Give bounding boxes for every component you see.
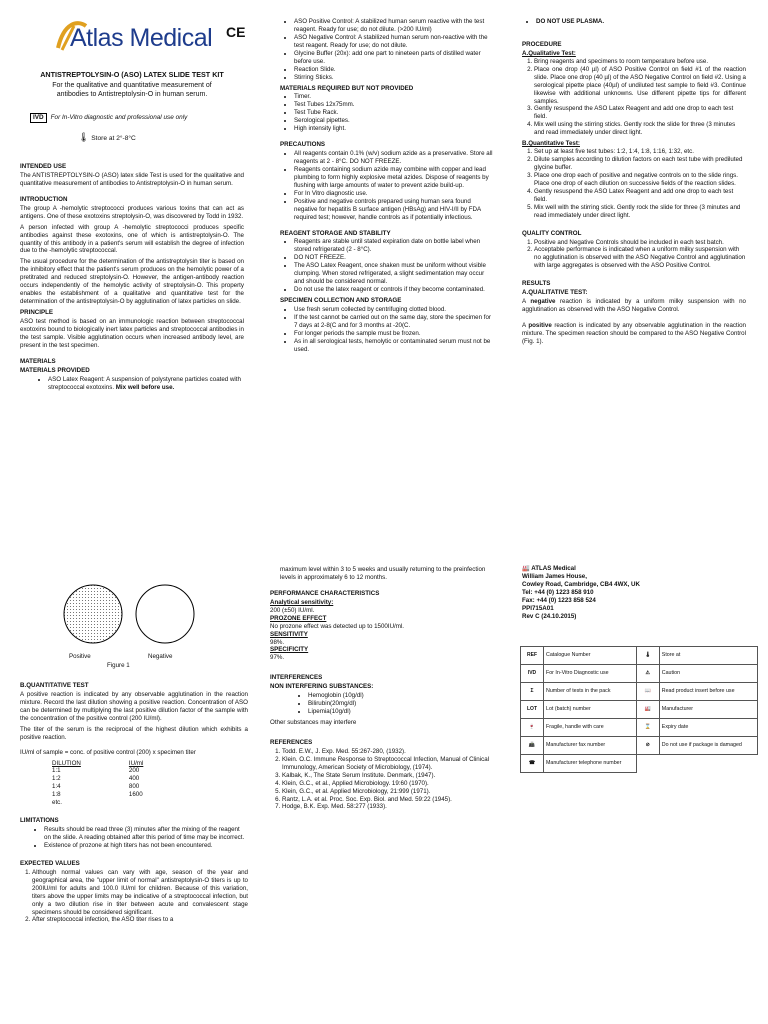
list-item: 5. Klein, G.C., et al. Applied Microbiology, 21:999 (1971). (282, 788, 490, 796)
table-row: 📠 Manufacturer fax number ⊘ Do not use if package is damaged (521, 737, 758, 755)
list-item: • For In Vitro diagnostic use. (294, 190, 494, 198)
interference-note: Other substances may interfere (270, 719, 357, 726)
introduction-para: A person infected with group A -hemolytic streptococci produces specific antibodies against these exotoxins, one of which is antistreptolysin-O. The quantity of this antibody in a patient's serum will establish the degree of infection due to the -hemolytic streptococcal. (20, 223, 244, 255)
procedure-heading: PROCEDURE (522, 40, 562, 48)
list-item: • Reagents containing sodium azide may combine with copper and lead plumbing to form highly explosive metal azides. Dispose of reagents by flushing with large amounts of water to prevent azide build-up. (294, 166, 494, 190)
analytical-sensitivity-heading: Analytical sensitivity: (270, 598, 334, 606)
sigma-icon: Σ (521, 683, 544, 701)
results-heading: RESULTS (522, 280, 551, 288)
ref-icon: REF (521, 647, 544, 665)
list-item: • Glycine Buffer (20x): add one part to nineteen parts of distilled water before use. (294, 50, 494, 66)
ivd-line (30, 113, 187, 123)
list-item: 3. Gently resuspend the ASO Latex Reagent and add one drop to each test field. (534, 105, 746, 121)
address-line: Fax: +44 (0) 1223 858 524 (522, 596, 596, 604)
references-heading: REFERENCES (270, 738, 313, 746)
positive-circle (64, 585, 122, 643)
list-item: 4. Klein, G.C., et al., Applied Microbiology. 19:60 (1970). (282, 780, 490, 788)
list-item: 4. Mix well using the stirring sticks. Gently rock the slide for three (3 minutes and read immediately under direct light. (534, 121, 746, 137)
introduction-para: The group A -hemolytic streptococci produces various toxins that can act as antigens. One of these exotoxins streptolysin-O, was discovered by Todd in 1932. (20, 204, 244, 220)
list-item: • Lipemia(10g/dl) (308, 708, 490, 716)
specificity-heading: SPECIFICITY (270, 646, 309, 654)
sensitivity-heading: SENSITIVITY (270, 630, 308, 638)
table-row: REF Catalogue Number 🌡 Store at (521, 647, 758, 665)
table-row: etc. (52, 799, 62, 807)
list-item: • Existence of prozone at high titers has not been encountered. (44, 842, 248, 850)
intended-use-heading: INTENDED USE (20, 163, 67, 170)
list-item: 4. Gently resuspend the ASO Latex Reagent and add one drop to each test field. (534, 188, 746, 204)
document-subtitle: For the qualitative and quantitative measurement of antibodies to Antistreptolysin-O in human serum. (52, 82, 212, 98)
table-row: 1:8 1600 (52, 791, 143, 799)
expected-continued: maximum level within 3 to 5 weeks and usually returning to the preinfection levels in approximately 6 to 12 months. (280, 566, 486, 581)
address-line: William James House, (522, 572, 587, 580)
list-item: • Test Tubes 12x75mm. (294, 101, 494, 109)
ivd-icon: IVD (521, 665, 544, 683)
negative-circle (136, 585, 194, 643)
address-line: Rev C (24.10.2015) (522, 612, 577, 620)
list-item: 1. Positive and Negative Controls should be included in each test batch. (534, 239, 746, 247)
table-row: ☎ Manufacturer telephone number (521, 755, 758, 773)
list-item: 1. Set up at least five test tubes: 1:2, 1:4, 1:8, 1:16, 1:32, etc. (534, 148, 746, 156)
list-item: 1. Todd. E.W., J. Exp. Med. 55:267-280, (1932). (282, 748, 490, 756)
introduction-para: The usual procedure for the determination of the antistreptolysin titer is based on the inhibitory effect that the patient's serum produces on the hemolytic power of a pretitrated and reduced streptolysin-O. However, the antigen-antibody reaction occurs independently of the hemolytic activity of streptolysin-O. This property enables the establishment of a qualitative and quantitative test for the determination of the antistreptolysin-O by agglutination of latex particles on slide. (20, 258, 244, 306)
precautions-heading: PRECAUTIONS (280, 141, 326, 149)
company-name: ATLAS Medical (531, 565, 576, 572)
manufacturer-address (522, 565, 746, 621)
sensitivity-value: 98%. (270, 638, 285, 646)
table-row: 1:4 800 (52, 783, 140, 791)
list-item: • All reagents contain 0.1% (w/v) sodium azide as a preservative. Store all reagents at 2 - 8°C. DO NOT FREEZE. (294, 150, 494, 166)
prozone-value: No prozone effect was detected up to 1500IU/ml. (270, 622, 405, 630)
address-line: PPI715A01 (522, 604, 554, 612)
list-item: • Timer. (294, 93, 494, 101)
list-item: • DO NOT FREEZE. (294, 254, 494, 262)
table-row: 🍷 Fragile, handle with care ⌛ Expiry date (521, 719, 758, 737)
list-item: 5. Mix well with the stirring stick. Gently rock the slide for three (3 minutes and read immediately under direct light. (534, 204, 746, 220)
list-item: 1. Bring reagents and specimens to room temperature before use. (534, 58, 746, 66)
figure-positive-label: Positive (69, 653, 91, 660)
table-row: LOT Lot (batch) number 🏭 Manufacturer (521, 701, 758, 719)
document-title: ANTISTREPTOLYSIN-O (ASO) LATEX SLIDE TEST KIT (40, 70, 224, 79)
performance-heading: PERFORMANCE CHARACTERISTICS (270, 589, 380, 597)
introduction-heading: INTRODUCTION (20, 195, 68, 203)
list-item: • Bilirubin(20mg/dl) (308, 700, 490, 708)
figure-negative-label: Negative (148, 653, 173, 660)
analytical-sensitivity-value: 200 (±50) IU/ml. (270, 606, 315, 614)
non-interfering-heading: NON INTERFERING SUBSTANCES: (270, 683, 374, 691)
factory-icon: 🏭 (522, 565, 530, 572)
list-item: 2. Place one drop (40 µl) of ASO Positive Control on field #1 of the reaction slide. Place one drop (40 µl) of the ASO Negative Control on field #2. Using a serological pipette place (40µl) of undiluted test sample to field #3. Continue likewise with additional unknowns. Use different pipette tips for different samples. (534, 66, 746, 106)
do-not-use-icon: ⊘ (636, 737, 659, 755)
list-item: • Stirring Sticks. (294, 74, 494, 82)
list-item: • Serological pipettes. (294, 117, 494, 125)
column-3-top (522, 18, 746, 349)
list-item: • DO NOT USE PLASMA. (536, 18, 746, 26)
list-item: • Results should be read three (3) minutes after the mixing of the reagent on the slide. A reading obtained after this period of time may be incorrect. (44, 826, 248, 842)
list-item: • Reaction Slide. (294, 66, 494, 74)
phone-icon: ☎ (521, 755, 544, 773)
address-line: Cowley Road, Cambridge, CB4 4WX, UK (522, 580, 640, 588)
list-item: • Hemoglobin (10g/dl) (308, 692, 490, 700)
symbols-table (520, 646, 758, 773)
ivd-icon: IVD (30, 113, 47, 123)
column-2-top (280, 18, 494, 357)
specificity-value: 97%. (270, 654, 285, 662)
column-1-top (20, 158, 244, 394)
list-item: • ASO Latex Reagent: A suspension of polystyrene particles coated with streptococcal exotoxins. Mix well before use. (48, 376, 244, 392)
list-item: • If the test cannot be carried out on the same day, store the specimen for 7 days at 2-8(C and for 3 months at -20(C. (294, 314, 494, 330)
interferences-heading: INTERFERENCES (270, 674, 323, 682)
quality-control-heading: QUALITY CONTROL (522, 229, 582, 237)
formula-text: IU/ml of sample = conc. of positive control (200) x specimen titer (20, 748, 196, 756)
specimen-heading: SPECIMEN COLLECTION AND STORAGE (280, 297, 402, 304)
storage-line (78, 132, 136, 144)
list-item: • For longer periods the sample must be frozen. (294, 330, 494, 338)
list-item: • Reagents are stable until stated expiration date on bottle label when stored refrigerated (2 - 8°C). (294, 238, 494, 254)
storage-text: Store at 2°-8°C (91, 135, 136, 142)
positive-result-text: A positive reaction is indicated by any observable agglutination in the reaction mixture. The specimen reaction should be compared to the ASO Negative Control (Fig. 1). (522, 322, 746, 345)
hourglass-icon: ⌛ (636, 719, 659, 737)
fragile-icon: 🍷 (521, 719, 544, 737)
figure-caption: Figure 1 (107, 662, 130, 669)
expected-values-heading: EXPECTED VALUES (20, 859, 80, 867)
prozone-heading: PROZONE EFFECT (270, 614, 327, 622)
list-item: • ASO Negative Control: A stabilized human serum non-reactive with the test reagent. Ready for use; do not dilute. (294, 34, 494, 50)
list-item: 2. Dilute samples according to dilution factors on each test tube with prediluted glycine buffer. (534, 156, 746, 172)
factory-icon: 🏭 (636, 701, 659, 719)
list-item: • As in all serological tests, hemolytic or contaminated serum must not be used. (294, 338, 494, 354)
list-item: 1. Although normal values can vary with age, season of the year and geographical area, the "upper limit of normal" antistreptolysin-O titers is up to 200IU/ml for adults and 100.0 IU/ml for children. Because of this variation, titers above the upper limits may be indicative of a streptococcal infection, but only a two dilution rise in titer between acute and convalescent stage specimens should be considered significant. (32, 869, 248, 917)
dilution-table (52, 760, 163, 808)
materials-provided-heading: MATERIALS PROVIDED (20, 366, 90, 374)
list-item: 7. Hodge, B.K. Exp. Med. 58:277 (1933). (282, 803, 490, 811)
dilution-header: DILUTION (52, 759, 81, 767)
ivd-text: For In-Vitro diagnostic and professional use only (50, 114, 188, 121)
address-line: Tel: +44 (0) 1223 858 910 (522, 588, 594, 596)
book-icon: 📖 (636, 683, 659, 701)
qualitative-heading: A.Qualitative Test: (522, 49, 576, 57)
principle-text: ASO test method is based on an immunologic reaction between streptococcal exotoxins bound to biologically inert latex particles and streptococcal antibodies in the test sample. Visible agglutination occurs when increased antibody level, are present in the test specimen. (20, 317, 244, 349)
list-item: • The ASO Latex Reagent, once shaken must be uniform without visible clumping. When stored refrigerated, a slight sedimentation may occur and should be considered normal. (294, 262, 494, 286)
limitations-heading: LIMITATIONS (20, 817, 59, 825)
principle-heading: PRINCIPLE (20, 309, 54, 316)
brand-name: Atlas Medical (70, 24, 213, 52)
negative-result-text: A negative reaction is indicated by a uniform milky suspension with no agglutination as observed with the ASO Negative Control. (522, 298, 746, 314)
list-item: • Use fresh serum collected by centrifuging clotted blood. (294, 306, 494, 314)
not-provided-heading: MATERIALS REQUIRED BUT NOT PROVIDED (280, 84, 414, 92)
figure-1 (60, 578, 200, 650)
list-item: • Positive and negative controls prepared using human sera found negative for hepatitis B surface antigen (HBsAg) and HIV-I/II by FDA required test; however, handle controls as if potentially infectious. (294, 198, 494, 222)
table-row: Σ Number of tests in the pack 📖 Read product insert before use (521, 683, 758, 701)
thermometer-icon: 🌡 (78, 132, 90, 142)
materials-heading: MATERIALS (20, 357, 56, 365)
list-item: 2. After streptococcal infection, the ASO titer rises to a (32, 916, 248, 924)
column-1-bottom (20, 682, 248, 927)
list-item: • High intensity light. (294, 125, 494, 133)
lot-icon: LOT (521, 701, 544, 719)
list-item: • ASO Positive Control: A stabilized human serum reactive with the test reagent. Ready for use; do not dilute. (>200 IU/ml) (294, 18, 494, 34)
list-item: • Test Tube Rack. (294, 109, 494, 117)
ce-mark: CE (226, 24, 246, 40)
fax-icon: 📠 (521, 737, 544, 755)
list-item: 3. Kalbak, K., The State Serum Institute. Denmark, (1947). (282, 772, 490, 780)
caution-icon: ⚠ (636, 665, 659, 683)
quantitative-heading: B.Quantitative Test: (522, 140, 580, 148)
list-item: 2. Klein. O.C. Immune Response to Streptococcal Infection, Manual of Clinical Immunology, American Society of Microbiology, (1974). (282, 756, 490, 772)
table-row: 1:1 200 (52, 767, 140, 775)
list-item: • Do not use the latex reagent or controls if they become contaminated. (294, 286, 494, 294)
quantitative-result-heading: B.QUANTITATIVE TEST (20, 682, 89, 689)
table-row: IVD For In-Vitro Diagnostic use ⚠ Caution (521, 665, 758, 683)
quantitative-result-para: A positive reaction is indicated by any observable agglutination in the reaction mixture. Record the last dilution showing a positive reaction. Concentration of ASO can be determined by multiplying the last positive dilution factor of the sample with the concentration of the positive control (200 IU/ml). (20, 690, 248, 722)
thermometer-icon: 🌡 (636, 647, 659, 665)
results-qualitative-heading: A.QUALITATIVE TEST: (522, 289, 588, 297)
list-item: 2. Acceptable performance is indicated when a uniform milky suspension with no agglutination is observed with the ASO Negative Control and agglutination with large aggregates is observed with the ASO Positive Control. (534, 246, 746, 270)
table-row: 1:2 400 (52, 775, 140, 783)
intended-use-text: The ANTISTREPTOLYSIN-O (ASO) latex slide Test is used for the qualitative and quantitative measurement of antibodies to Antistreptolysin-O in human serum. (20, 171, 244, 187)
storage-stability-heading: REAGENT STORAGE AND STABILITY (280, 229, 391, 237)
quantitative-result-para: The titer of the serum is the reciprocal of the highest dilution which exhibits a positive reaction. (20, 725, 248, 741)
column-2-bottom (270, 566, 490, 814)
iu-header: IU/ml (128, 759, 144, 767)
list-item: 3. Place one drop each of positive and negative controls on to the slide rings. Place one drop of each dilution on successive fields of the reaction slides. (534, 172, 746, 188)
list-item: 6. Rantz, L.A. et al. Proc. Soc. Exp. Biol. and Med. 59:22 (1945). (282, 796, 490, 804)
